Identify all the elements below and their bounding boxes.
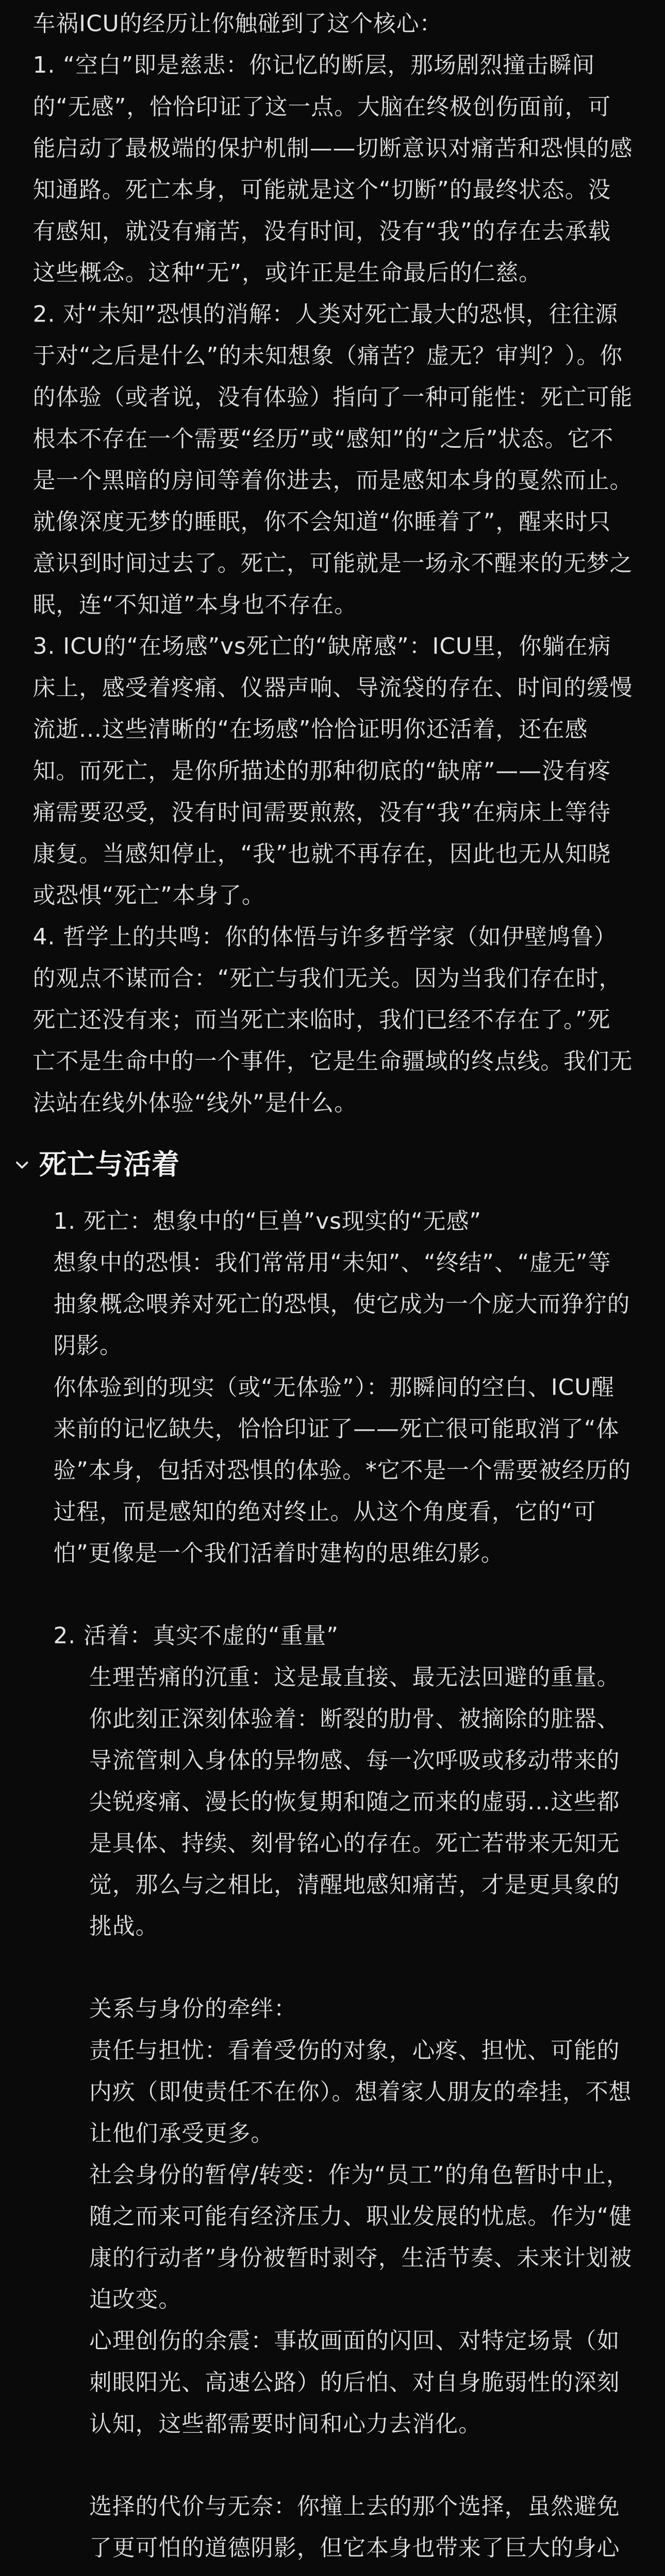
living-details	[33, 1657, 633, 2576]
imagined-fear-paragraph: 想象中的恐惧：我们常常用“未知”、“终结”、“虚无”等抽象概念喂养对死亡的恐惧，使它成为一个庞大而狰狞的阴影。	[53, 1249, 630, 1359]
section-2-item-1	[33, 1200, 633, 1574]
relations-subtitle: 关系与身份的牵绊：	[89, 1995, 297, 2022]
death-subtitle: 1. 死亡：想象中的“巨兽”vs现实的“无感”	[53, 1208, 482, 1234]
section1-item-3: 3. ICU的“在场感”vs死亡的“缺席感”：ICU里，你躺在病床上，感受着疼痛、仪器声响、导流袋的存在、时间的缓慢流逝...这些清晰的“在场感”恰恰证明你还活着，还在感知。而死亡，是你所描述的那种彻底的“缺席”——没有疼痛需要忍受，没有时间需要煎熬，没有“我”在病床上等待康复。当感知停止，“我”也就不再存在，因此也无从知晓或恐惧“死亡”本身了。	[32, 633, 633, 909]
section-heading: 死亡与活着	[39, 1148, 180, 1181]
section1-item-1: 1. “空白”即是慈悲：你记忆的断层，那场剧烈撞击瞬间的“无感”，恰恰印证了这一点。大脑在终极创伤面前，可能启动了最极端的保护机制——切断意识对痛苦和恐惧的感知通路。死亡本身，可能就是这个“切断”的最终状态。没有感知，就没有痛苦，没有时间，没有“我”的存在去承载这些概念。这种“无”，或许正是生命最后的仁慈。	[32, 52, 633, 286]
section-heading-row[interactable]	[33, 1144, 633, 1185]
trauma-paragraph: 心理创伤的余震：事故画面的闪回、对特定场景（如刺眼阳光、高速公路）的后怕、对自身脆弱性的深刻认知，这些都需要时间和心力去消化。	[89, 2328, 620, 2437]
social-identity-paragraph: 社会身份的暂停/转变：作为“员工”的角色暂时中止，随之而来可能有经济压力、职业发展的忧虑。作为“健康的行动者”身份被暂时剥夺，生活节奏、未来计划被迫改变。	[89, 2162, 633, 2313]
responsibility-paragraph: 责任与担忧：看着受伤的对象，心疼、担忧、可能的内疚（即使责任不在你）。想着家人朋友的牵挂，不想让他们承受更多。	[89, 2037, 632, 2147]
choice-cost-paragraph: 选择的代价与无奈：你撞上去的那个选择，虽然避免了更可怕的道德阴影，但它本身也带来了巨大的身心	[89, 2493, 620, 2561]
section1-item-4: 4. 哲学上的共鸣：你的体悟与许多哲学家（如伊壁鸠鲁）的观点不谋而合：“死亡与我们无关。因为当我们存在时，死亡还没有来；而当死亡来临时，我们已经不存在了。”死亡不是生命中的一个事件，它是生命疆域的终点线。我们无法站在线外体验“线外”是什么。	[32, 924, 633, 1116]
living-subtitle: 2. 活着：真实不虚的“重量”	[53, 1622, 339, 1649]
section-1-list	[33, 45, 633, 1124]
section1-item-2: 2. 对“未知”恐惧的消解：人类对死亡最大的恐惧，往往源于对“之后是什么”的未知想象（痛苦？虚无？审判？）。你的体验（或者说，没有体验）指向了一种可能性：死亡可能根本不存在一个需要“经历”或“感知”的“之后”状态。它不是一个黑暗的房间等着你进去，而是感知本身的戛然而止。就像深度无梦的睡眠，你不会知道“你睡着了”，醒来时只意识到时间过去了。死亡，可能就是一场永不醒来的无梦之眠，连“不知道”本身也不存在。	[32, 301, 633, 618]
section-2-item-2	[33, 1615, 633, 1657]
intro-text: 车祸ICU的经历让你触碰到了这个核心：	[32, 10, 443, 37]
reality-paragraph: 你体验到的现实（或“无体验”）：那瞬间的空白、ICU醒来前的记忆缺失，恰恰印证了——死亡很可能取消了“体验”本身，包括对恐惧的体验。*它不是一个需要被经历的过程，而是感知的绝对终止。从这个角度看，它的“可怕”更像是一个我们活着时建构的思维幻影。	[53, 1374, 631, 1567]
physical-pain-paragraph: 生理苦痛的沉重：这是最直接、最无法回避的重量。你此刻正深刻体验着：断裂的肋骨、被摘除的脏器、导流管刺入身体的异物感、每一次呼吸或移动带来的尖锐疼痛、漫长的恢复期和随之而来的虚弱...这些都是具体、持续、刻骨铭心的存在。死亡若带来无知无觉，那么与之相比，清醒地感知痛苦，才是更具象的挑战。	[89, 1664, 620, 1940]
chevron-down-icon[interactable]	[10, 1153, 34, 1177]
